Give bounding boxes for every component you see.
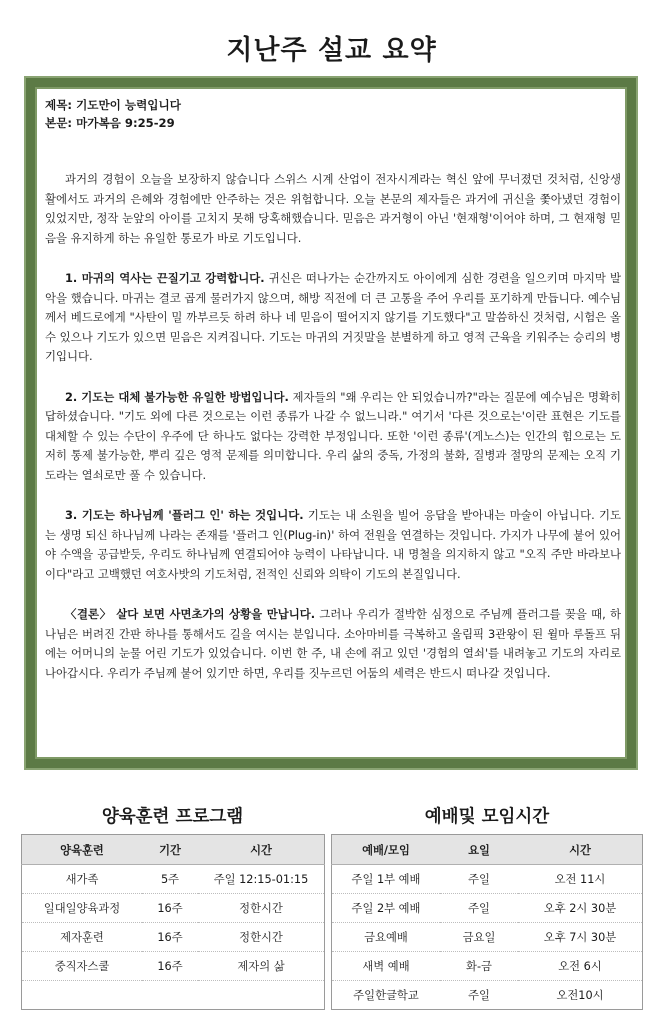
table-cell: 16주 xyxy=(142,952,198,981)
training-title: 양육훈련 프로그램 xyxy=(101,807,244,827)
sermon-title: 제목: 기도만이 능력입니다 xyxy=(45,98,181,112)
column-header: 시간 xyxy=(198,835,325,865)
table-cell: 오전 6시 xyxy=(518,952,643,981)
table-cell: 오전10시 xyxy=(556,989,604,1002)
point-heading: 2. 기도는 대체 불가능한 유일한 방법입니다. xyxy=(65,389,289,404)
column-header: 요일 xyxy=(440,835,518,865)
column-header: 기간 xyxy=(142,835,198,865)
table-cell: 중직자스쿨 xyxy=(22,952,143,981)
table-cell: 금요예배 xyxy=(332,923,441,952)
point-heading: 〈결론〉 살다 보면 사면초가의 상황을 만납니다. xyxy=(65,607,316,621)
table-cell: 새벽 예배 xyxy=(332,952,441,981)
sermon-scripture: 본문: 마가복음 9:25-29 xyxy=(45,116,175,130)
table-cell: 오후 7시 30분 xyxy=(518,923,643,952)
table-row xyxy=(332,952,643,981)
table-cell: 오전 11시 xyxy=(518,865,643,894)
sermon-point-3 xyxy=(45,506,621,584)
column-header: 양육훈련 xyxy=(22,835,143,865)
point-body: 기도는 내 소원을 빌어 응답을 받아내는 마술이 아닙니다. 기도는 생명 되신 하나님께 나라는 존재를 '플러그 인(Plug-in)' 하여 전원을 연결하는 것입니다. 가지가 나무에 붙어 있어야 수액을 공급받듯, 우리도 하나님께 연결되어야 능력이 나타납니다. 내 명철을 의지하지 않고 "오직 주만 바라보나이다"라고 고백했던 여호사밧의 기도처럼, 전적인 신뢰와 의탁이 기도의 본질입니다. xyxy=(45,508,622,581)
table-cell: 주일 xyxy=(440,894,518,923)
page-title: 지난주 설교 요약 xyxy=(226,35,437,66)
worship-title: 예배및 모임시간 xyxy=(424,807,550,827)
table-cell: 16주 xyxy=(142,923,198,952)
point-heading: 3. 기도는 하나님께 '플러그 인' 하는 것입니다. xyxy=(65,508,304,522)
table-cell: 금요일 xyxy=(440,923,518,952)
worship-table xyxy=(331,834,643,1010)
table-row xyxy=(22,923,325,952)
table-cell: 제자의 삶 xyxy=(198,952,325,981)
table-header-row xyxy=(22,835,325,865)
table-cell: 새가족 xyxy=(22,865,143,894)
table-row xyxy=(22,894,325,923)
sermon-point-2 xyxy=(45,388,621,486)
sermon-conclusion xyxy=(45,605,621,683)
table-cell: 주일 12:15-01:15 xyxy=(198,865,325,894)
point-body: 제자들의 "왜 우리는 안 되었습니까?"라는 질문에 예수님은 명확히 답하셨습니다. "기도 외에 다른 것으로는 이런 종류가 나갈 수 없느니라." 여기서 '다른 것으로는'이란 표현은 기도를 대체할 수 있는 수단이 우주에 단 하나도 없다는 강력한 부정입니다. 또한 '이런 종류'(게노스)는 인간의 힘으로는 도저히 통제 불가능한, 뿌리 깊은 영적 문제를 의미합니다. 우리 삶의 중독, 가정의 불화, 질병과 절망의 문제는 오직 기도라는 열쇠로만 풀 수 있습니다. xyxy=(45,389,621,482)
table-cell: 주일 2부 예배 xyxy=(332,894,441,923)
table-cell: 주일한글학교 xyxy=(353,989,419,1002)
table-cell: 제자훈련 xyxy=(22,923,143,952)
table-row xyxy=(332,865,643,894)
table-cell: 화-금 xyxy=(440,952,518,981)
table-cell: 정한시간 xyxy=(198,923,325,952)
point-heading: 1. 마귀의 역사는 끈질기고 강력합니다. xyxy=(65,271,265,285)
column-header: 시간 xyxy=(518,835,643,865)
table-row xyxy=(332,923,643,952)
table-cell: 일대일양육과정 xyxy=(22,894,143,923)
column-header: 예배/모임 xyxy=(332,835,441,865)
point-body: 귀신은 떠나가는 순간까지도 아이에게 심한 경련을 일으키며 마지막 발악을 했습니다. 마귀는 결코 곱게 물러가지 않으며, 해방 직전에 더 큰 고통을 주어 우리를 포기하게 만듭니다. 예수님께서 베드로에게 "사탄이 밀 까부르듯 하려 하나 네 믿음이 떨어지지 않기를 기도했다"고 말씀하신 것처럼, 시험은 올 수 있으나 기도가 있으면 믿음은 지켜집니다. 기도는 마귀의 거짓말을 분별하게 하고 영적 근육을 키워주는 승리의 병기입니다. xyxy=(45,271,621,363)
sermon-summary xyxy=(45,96,621,683)
table-cell: 정한시간 xyxy=(198,894,325,923)
table-row xyxy=(22,952,325,981)
table-header-row xyxy=(332,835,643,865)
table-cell: 5주 xyxy=(142,865,198,894)
table-cell: 주일 xyxy=(468,989,490,1002)
table-cell: 주일 xyxy=(440,865,518,894)
table-row xyxy=(332,894,643,923)
table-row xyxy=(22,865,325,894)
sermon-point-1 xyxy=(45,269,621,367)
table-cell: 주일 1부 예배 xyxy=(332,865,441,894)
point-body: 그러나 우리가 절박한 심정으로 주님께 플러그를 꽂을 때, 하나님은 버려진 간판 하나를 통해서도 길을 여시는 분입니다. 소아마비를 극복하고 올림픽 3관왕이 된 윌마 루돌프 뒤에는 어머니의 눈물 어린 기도가 있었습니다. 이번 한 주, 내 손에 쥐고 있던 '경험의 열쇠'를 내려놓고 기도의 자리로 나아갑시다. 우리가 주님께 붙어 있기만 하면, 우리를 짓누르던 어둠의 세력은 반드시 떠나갈 것입니다. xyxy=(45,607,622,680)
table-cell: 오후 2시 30분 xyxy=(518,894,643,923)
table-row-empty xyxy=(22,981,325,1010)
table-cell: 16주 xyxy=(142,894,198,923)
training-table xyxy=(21,834,325,1010)
table-row xyxy=(332,981,643,1010)
sermon-intro: 과거의 경험이 오늘을 보장하지 않습니다 스위스 시계 산업이 전자시계라는 혁신 앞에 무너졌던 것처럼, 신앙생활에서도 과거의 은혜와 경험에만 안주하는 것은 위험합니다. 오늘 본문의 제자들은 과거에 귀신을 쫓아냈던 경험이 있었지만, 정작 눈앞의 아이를 고치지 못해 당혹해했습니다. 믿음은 과거형이 아닌 '현재형'이어야 하며, 그 현재형 믿음을 유지하게 하는 유일한 통로가 바로 기도입니다. xyxy=(45,172,621,245)
